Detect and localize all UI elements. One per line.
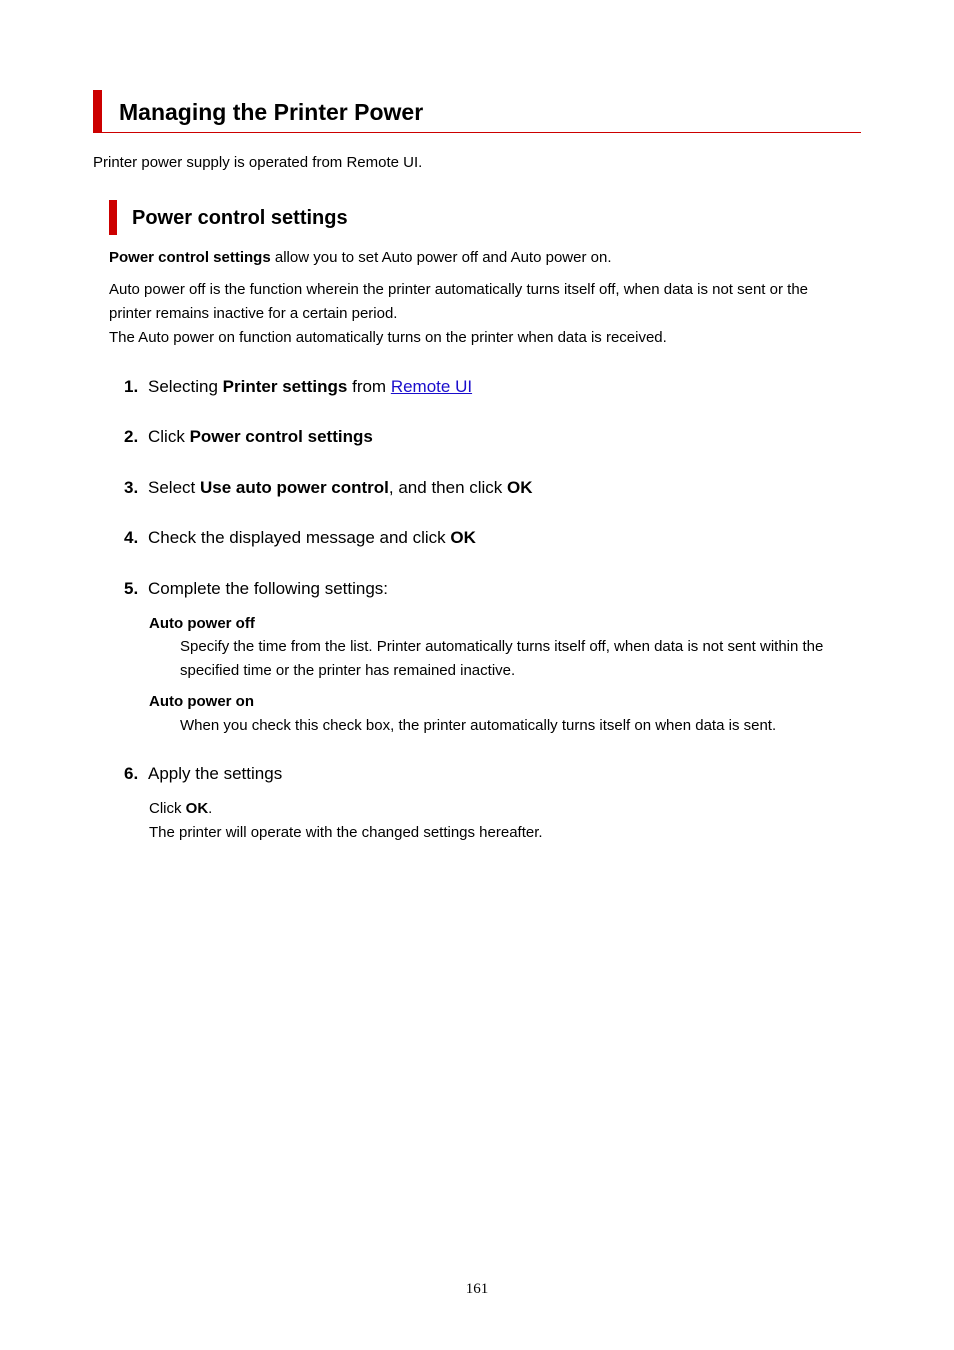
step-6-detail-text: Click <box>149 800 186 817</box>
step-text: Selecting <box>148 377 223 396</box>
auto-power-off-description-line-2: specified time or the printer has remained inactive. <box>180 662 516 679</box>
step-number: 6. <box>124 764 139 783</box>
auto-power-off-term: Auto power off <box>149 615 255 632</box>
section-paragraph-2-line-3: The Auto power on function automatically turns on the printer when data is received. <box>109 329 667 346</box>
step-6-detail-bold: OK <box>185 800 209 817</box>
step-6 <box>124 763 282 785</box>
step-1 <box>124 376 472 398</box>
step-text: Check the displayed message and click <box>148 528 451 547</box>
section-paragraph-1-bold: Power control settings <box>109 249 271 266</box>
step-bold: Power control settings <box>189 427 373 446</box>
section-paragraph-1-rest: allow you to set Auto power off and Auto power on. <box>270 249 612 266</box>
step-number: 3. <box>124 478 139 497</box>
auto-power-off-description-line-1: Specify the time from the list. Printer automatically turns itself off, when data is not sent within the <box>180 638 824 655</box>
auto-power-off-description <box>180 635 823 683</box>
page-title: Managing the Printer Power <box>119 99 424 125</box>
step-6-detail-line-2: The printer will operate with the changed settings hereafter. <box>149 824 543 841</box>
title-accent-bar <box>93 90 102 133</box>
page-number: 161 <box>465 1281 489 1297</box>
step-6-detail <box>149 797 543 845</box>
step-5 <box>124 578 388 600</box>
section-accent-bar <box>109 200 117 235</box>
step-bold: OK <box>507 478 533 497</box>
auto-power-on-term: Auto power on <box>149 693 254 710</box>
title-underline <box>93 132 861 133</box>
auto-power-on-description: When you check this check box, the printer automatically turns itself on when data is sent. <box>180 717 777 734</box>
step-2 <box>124 426 373 448</box>
step-6-detail-line-1 <box>149 797 543 821</box>
step-text: Complete the following settings: <box>148 579 389 598</box>
step-number: 4. <box>124 528 139 547</box>
remote-ui-link[interactable]: Remote UI <box>390 377 473 396</box>
step-number: 2. <box>124 427 139 446</box>
step-text: Select <box>148 478 200 497</box>
step-6-detail-text: . <box>208 800 213 817</box>
step-4 <box>124 527 476 549</box>
step-3 <box>124 477 533 499</box>
step-number: 5. <box>124 579 139 598</box>
section-heading: Power control settings <box>132 207 348 229</box>
step-text: Apply the settings <box>148 764 283 783</box>
step-text: Click <box>148 427 190 446</box>
section-paragraph-2 <box>109 278 808 350</box>
step-bold: Use auto power control <box>199 478 389 497</box>
step-number: 1. <box>124 377 139 396</box>
section-paragraph-1 <box>109 246 611 270</box>
section-paragraph-2-line-2: printer remains inactive for a certain period. <box>109 305 398 322</box>
intro-text: Printer power supply is operated from Remote UI. <box>93 154 423 171</box>
step-bold: OK <box>450 528 476 547</box>
step-text: from <box>347 377 391 396</box>
step-bold: Printer settings <box>222 377 348 396</box>
step-text: , and then click <box>388 478 508 497</box>
section-paragraph-2-line-1: Auto power off is the function wherein the printer automatically turns itself off, when data is not sent or the <box>109 281 809 298</box>
